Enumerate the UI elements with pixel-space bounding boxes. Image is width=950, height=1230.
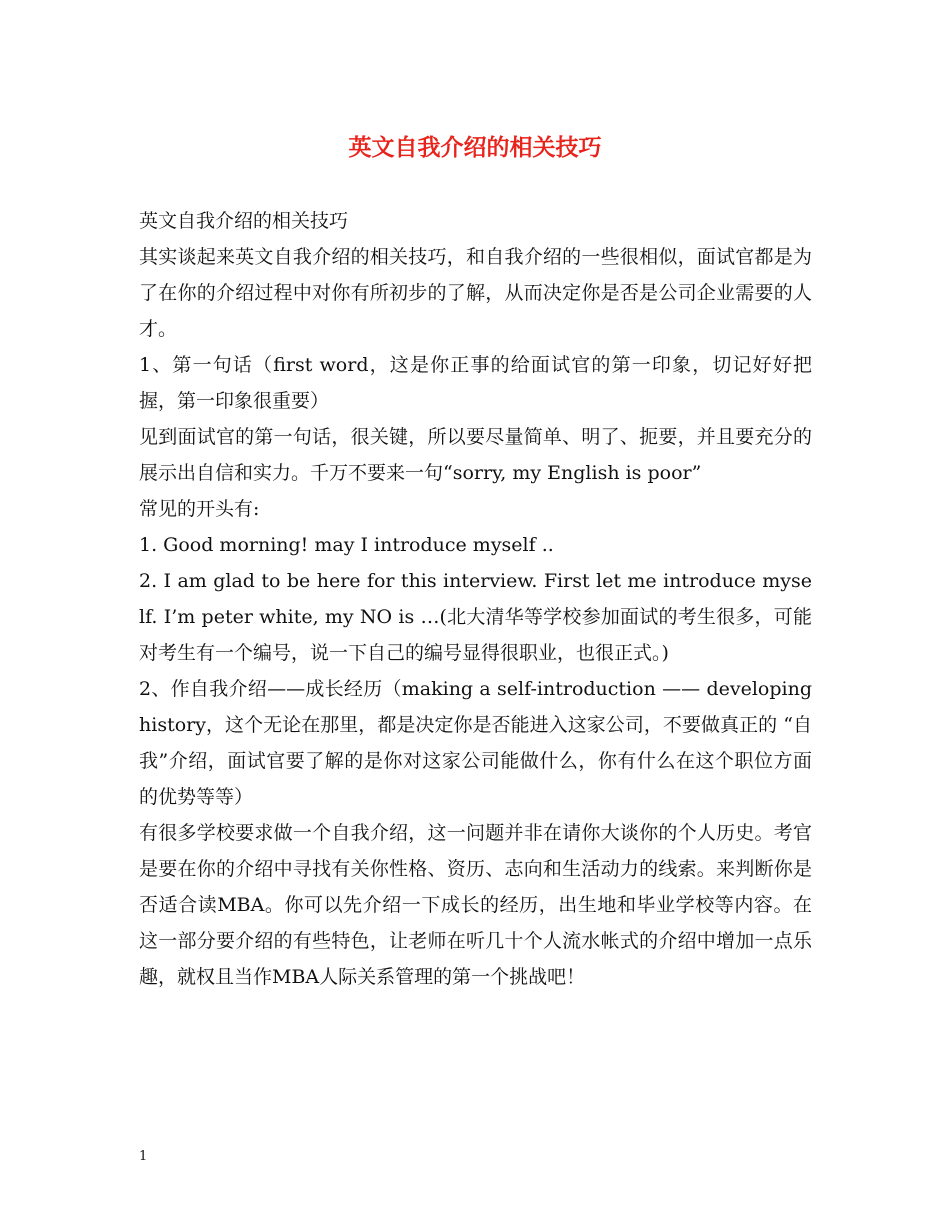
document-title: 英文自我介绍的相关技巧 [348,135,602,161]
paragraph-common-openings: 常见的开头有: [139,498,260,520]
paragraph-self-intro-body: 有很多学校要求做一个自我介绍，这一问题并非在请你大谈你的个人历史。考官是要在你的介绍中寻找有关你性格、资历、志向和生活动力的线索。来判断你是否适合读MBA。你可以先介绍一下成长的经历，出生地和毕业学校等内容。在这一部分要介绍的有些特色，让老师在听几十个人流水帐式的介绍中增加一点乐趣，就权且当作MBA人际关系管理的第一个挑战吧！ [139,822,812,988]
paragraph-example-2: 2. I am glad to be here for this interview. First let me introduce myself. I’m peter white, my NO is …(北大清华等学校参加面试的考生很多，可能对考生有一个编号，说一下自己的编号显得很职业，也很正式。) [139,570,812,664]
paragraph-intro: 其实谈起来英文自我介绍的相关技巧，和自我介绍的一些很相似，面试官都是为了在你的介绍过程中对你有所初步的了解，从而决定你是否是公司企业需要的人才。 [139,246,812,340]
paragraph-self-intro-heading: 2、作自我介绍——成长经历（making a self-introduction —— developing history，这个无论在那里，都是决定你是否能进入这家公司，不要做真正的 “自我”介绍，面试官要了解的是你对这家公司能做什么，你有什么在这个职位方面的优势等等） [139,678,812,808]
paragraph-first-word-heading: 1、第一句话（first word，这是你正事的给面试官的第一印象，切记好好把握，第一印象很重要） [139,354,812,412]
document-body [139,203,812,995]
paragraph-subtitle: 英文自我介绍的相关技巧 [139,210,349,232]
paragraph-example-1: 1. Good morning! may I introduce myself .. [139,534,554,556]
page-number: 1 [139,1149,148,1164]
paragraph-first-word-body: 见到面试官的第一句话，很关键，所以要尽量简单、明了、扼要，并且要充分的展示出自信和实力。千万不要来一句“sorry, my English is poor” [139,426,812,484]
